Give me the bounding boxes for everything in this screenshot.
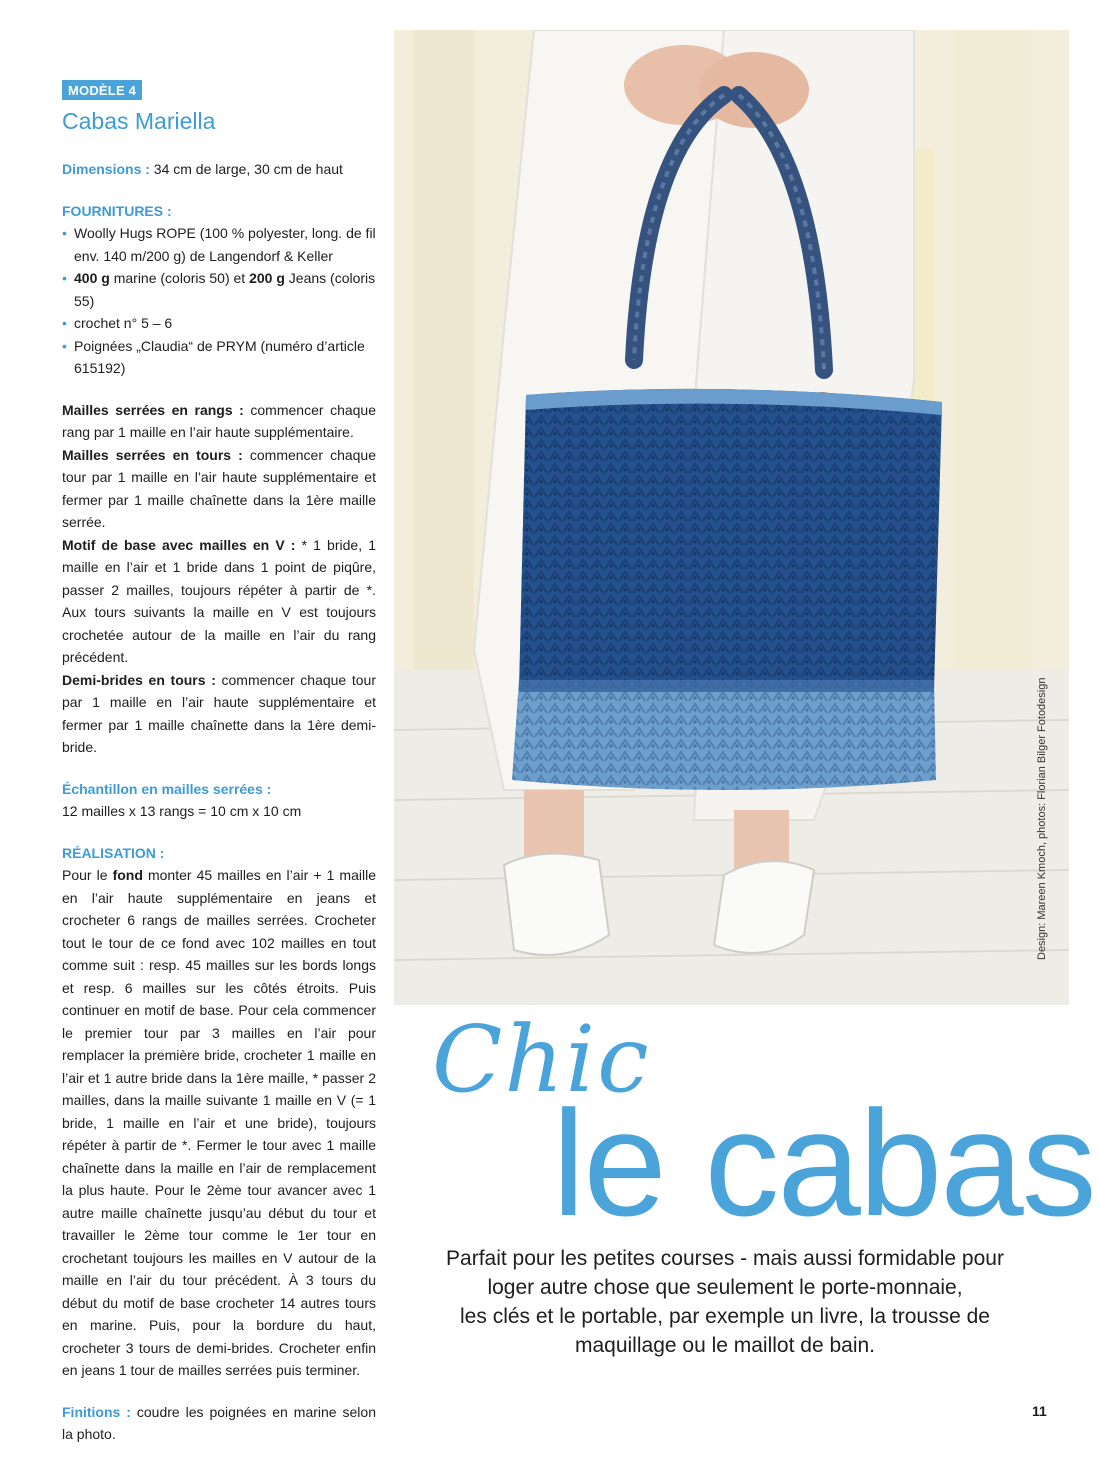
gauge-section <box>62 778 376 823</box>
supply-item: • Woolly Hugs ROPE (100 % polyester, long. de fil env. 140 m/200 g) de Langendorf & Keller <box>62 222 376 267</box>
dimensions <box>62 158 376 181</box>
intro-text <box>405 1244 1045 1360</box>
realisation-heading: RÉALISATION : <box>62 844 165 861</box>
finishing-text: Finitions : coudre les poignées en marine selon la photo. <box>62 1403 376 1442</box>
technique-paragraph: Demi-brides en tours : commencer chaque tour par 1 maille en l’air haute supplémentaire et fermer par 1 maille chaînette dans la 1ère demi-bride. <box>62 671 376 755</box>
model-title: Cabas Mariella <box>62 108 216 134</box>
photo-credit: Design: Mareen Kmoch, photos: Florian Bilger Fotodesign <box>1036 677 1048 960</box>
intro-line: maquillage ou le maillot de bain. <box>574 1334 876 1357</box>
page-number: 11 <box>1032 1403 1047 1419</box>
technique-paragraph: Mailles serrées en tours : commencer chaque tour par 1 maille en l’air haute supplémentaire et fermer par 1 maille chaînette dans la 1ère maille serrée. <box>62 446 376 530</box>
supply-item: • crochet n° 5 – 6 <box>62 312 376 335</box>
gauge-heading: Échantillon en mailles serrées : <box>62 780 272 797</box>
realisation-text: Pour le fond monter 45 mailles en l’air + 1 maille en l’air haute supplémentaire en jeans et crocheter 6 rangs de mailles serrées. Crocheter tout le tour de ce fond avec 102 mailles en tout comme suit : resp. 45 mailles sur les bords longs et resp. 6 mailles sur les côtés étroits. Puis continuer en motif de base. Pour cela commencer le premier tour par 3 mailles en l’air pour remplacer la première bride, crocheter 1 maille en l’air et 1 autre bride dans la 1ère maille, * passer 2 mailles, dans la maille suivante 1 maille en V (= 1 bride, 1 maille en l’air et une bride), toujours répéter à partir de *. Fermer le tour avec 1 maille chaînette dans la maille en l’air de remplacement la plus haute. Pour le 2ème tour avancer avec 1 autre maille chaînette jusqu’au début du tour et travailler le 2ème tour comme le 1er tour en crochetant toujours les mailles en V autour de la maille en l’air du tour précédent. À 3 tours du début du motif de base crocheter 14 autres tours en marine. Puis, pour la bordure du haut, crocheter 3 tours de demi-brides. Crocheter enfin en jeans 1 tour de mailles serrées puis terminer. <box>62 867 376 1378</box>
gauge-text: 12 mailles x 13 rangs = 10 cm x 10 cm <box>62 803 302 819</box>
supply-item: • Poignées „Claudia“ de PRYM (numéro d’article 615192) <box>62 335 376 380</box>
realisation-section <box>62 842 376 1382</box>
techniques-section <box>62 399 376 759</box>
supply-item: • 400 g marine (coloris 50) et 200 g Jeans (coloris 55) <box>62 267 376 312</box>
product-photo <box>394 30 1069 1005</box>
headline-script: Chic <box>432 1006 651 1113</box>
bullet-icon: • <box>62 270 67 286</box>
bullet-icon: • <box>62 337 67 354</box>
dimensions-label: Dimensions : <box>62 161 150 177</box>
dimensions-value: 34 cm de large, 30 cm de haut <box>149 161 343 177</box>
intro-line: loger autre chose que seulement le porte-monnaie, <box>487 1276 963 1299</box>
supplies-section <box>62 200 376 380</box>
supplies-heading: FOURNITURES : <box>62 202 172 219</box>
supplies-list <box>62 222 376 380</box>
finishing-section <box>62 1401 376 1446</box>
intro-line: Parfait pour les petites courses - mais aussi formidable pour <box>446 1247 1004 1270</box>
headline-main: le cabas <box>552 1079 1095 1247</box>
bag-photo-illustration <box>394 30 1069 1005</box>
technique-paragraph: Motif de base avec mailles en V : * 1 bride, 1 maille en l’air et 1 bride dans 1 point de piqûre, passer 2 mailles, toujours répéter à partir de *. Aux tours suivants la maille en V est toujours crochetée autour de la maille en l’air du rang précédent. <box>62 536 376 665</box>
technique-paragraph: Mailles serrées en rangs : commencer chaque rang par 1 maille en l’air haute supplémentaire. <box>62 401 377 440</box>
bullet-icon: • <box>62 225 67 241</box>
instructions-column <box>62 80 376 1446</box>
model-badge: MODÈLE 4 <box>62 80 142 100</box>
bullet-icon: • <box>62 315 67 331</box>
intro-line: les clés et le portable, par exemple un livre, la trousse de <box>460 1305 990 1328</box>
